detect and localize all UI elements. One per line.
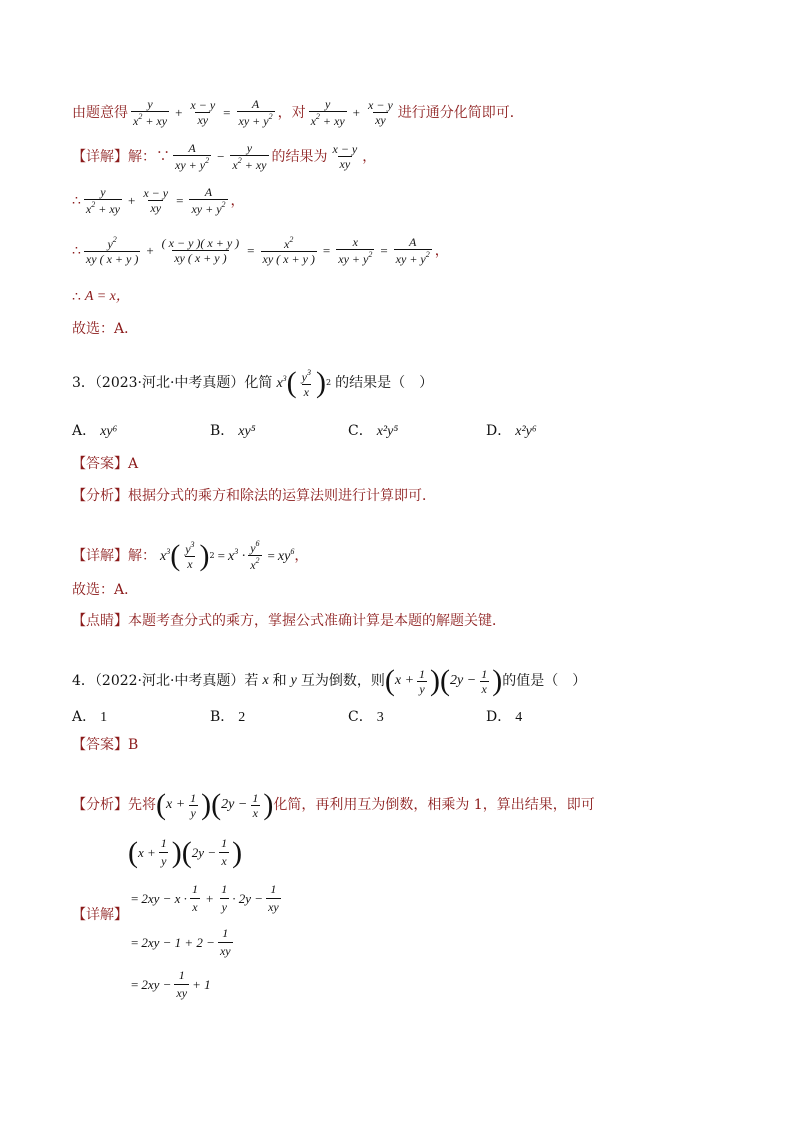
detail-label: 【详解】 [72,148,128,165]
q3-analysis: 【分析】 根据分式的乘方和除法的运算法则进行计算即可． [72,488,436,504]
detail-line-1: 【详解】 解：∵ $\frac{A}{xy + y^2}$ − $\frac{y}{x^2 + xy}$ 的结果为 $\frac{x - y}{xy}$ ， [72,141,377,172]
q3-option-c[interactable]: C． x²y⁵ [348,423,399,439]
q4-option-b[interactable]: B． 2 [210,709,246,725]
q4-option-a[interactable]: A． 1 [72,709,108,725]
q4-stem: 4．（2022·河北·中考真题）若 x 和 y 互为倒数，则 ( x + $\frac{1}{y}$ ) ( 2y − $\frac{1}{x}$ ) 的值是（ ） [72,664,587,697]
result-line: ∴ A = x， [72,289,130,305]
q3-detail: 【详解】 解： $x^3$ ( $\frac{y^3}{x}$ ) 2 = $x^3$ · $\frac{y^6}{x^2}$ = $xy^6$ ， [72,538,309,572]
q3-option-a[interactable]: A． xy⁶ [72,423,118,439]
intro-mid: ，对 [277,104,306,121]
q3-stem: 3．（2023·河北·中考真题）化简 $x^3$ ( $\frac{y^3}{x}$ ) 2 的结果是（ ） [72,366,434,399]
q3-comment: 【点睛】 本题考查分式的乘方，掌握公式准确计算是本题的解题关键． [72,613,506,629]
intro-suffix: 进行通分化简即可． [397,104,524,121]
q3-option-b[interactable]: B． xy⁵ [210,423,256,439]
q4-option-d[interactable]: D． 4 [486,709,523,725]
q4-option-c[interactable]: C． 3 [348,709,384,725]
q3-choose: 故选：A． [72,582,139,598]
therefore-line-2: ∴ $\frac{y^2}{xy ( x + y )}$ + $\frac{( x - y )( x + y )}{xy ( x + y )}$ = $\frac{x^2}{xy ( x + y )}$ = $\frac{x}{xy + y^2}$ = $\frac{A}{xy + y^2}$ ， [72,235,449,266]
intro-prefix: 由题意得 [72,104,128,121]
q4-answer: 【答案】 B [72,737,139,753]
q3-answer: 【答案】 A [72,456,139,472]
q4-detail-label: 【详解】 [72,907,128,923]
q3-option-d[interactable]: D． x²y⁶ [486,423,537,439]
therefore-line-1: ∴ $\frac{y}{x^2 + xy}$ + $\frac{x - y}{xy}$ = $\frac{A}{xy + y^2}$ ， [72,185,245,216]
choose-line-1: 故选：A． [72,321,139,337]
document-page: 由题意得 $\frac{y}{x^2 + xy}$ + $\frac{x - y}{xy}$ = $\frac{A}{xy + y^2}$ ，对 $\frac{y}{x^2 + xy}$ + $\frac{x - y}{xy}$ 进行通分化简即可． 【详解】 解：∵ $\frac{A}{xy + y^2}$ − $\frac{y}{x^2 + xy}$ 的结果为 $\frac{x - y}{xy}$ ， ∴ $\frac{y}{x^2 + xy}$ + $\frac{x - y}{xy}$ = $\frac{A}{xy + y^2}$ ， ∴ $\frac{y^2}{xy ( x + y )}$ + $\frac{( x - y )( x + y )}{xy ( x + y )}$ = $\frac{x^2}{xy ( x + y )}$ = $\frac{x}{xy + y^2}$ = $\frac{A}{xy + y^2}$ ， ∴ A = x， 故选：A． 3．（2023·河北·中考真题）化简 $x^3$ ( $\frac{y^3}{x}$ ) 2 的结果是（ ） A． xy⁶ B． xy⁵ C． x²y⁵ D． x²y⁶ 【答案】 A 【分析】 根据分式的乘方和除法的运算法则进行计算即可． 【详解】 解： $x^3$ ( $\frac{y^3}{x}$ ) 2 = $x^3$ · $\frac{y^6}{x^2}$ = $xy^6$ ， 故选：A． 【点睛】 本题考查分式的乘方，掌握公式准确计算是本题的解题关键． 4．（2022·河北·中考真题）若 x 和 y 互为倒数，则 ( x + $\frac{1}{y}$ ) ( 2y − $\frac{1}{x}$ ) 的值是（ ） A． 1 B． 2 C． 3 D． 4 【答案】 B 【分析】 先将 ( x + $\frac{1}{y}$ ) ( 2y − $\frac{1}{x}$ ) 化简，再利用互为倒数，相乘为 1，算出结果，即可 【详解】 ( x + $\frac{1}{y}$ ) ( 2y − $\frac{1}{x}$ ) = 2xy − x · $\frac{1}{x}$ + $\frac{1}{y}$ · 2y − $\frac{1}{xy}$ = 2xy − 1 + 2 − $\frac{1}{xy}$ = 2xy − $\frac{1}{xy}$ + 1 [72,97,595,1000]
q4-analysis: 【分析】 先将 ( x + $\frac{1}{y}$ ) ( 2y − $\frac{1}{x}$ ) 化简，再利用互为倒数，相乘为 1，算出结果，即可 [72,788,595,821]
intro-line: 由题意得 $\frac{y}{x^2 + xy}$ + $\frac{x - y}{xy}$ = $\frac{A}{xy + y^2}$ ，对 $\frac{y}{x^2 + xy}$ + $\frac{x - y}{xy}$ 进行通分化简即可． [72,97,524,128]
